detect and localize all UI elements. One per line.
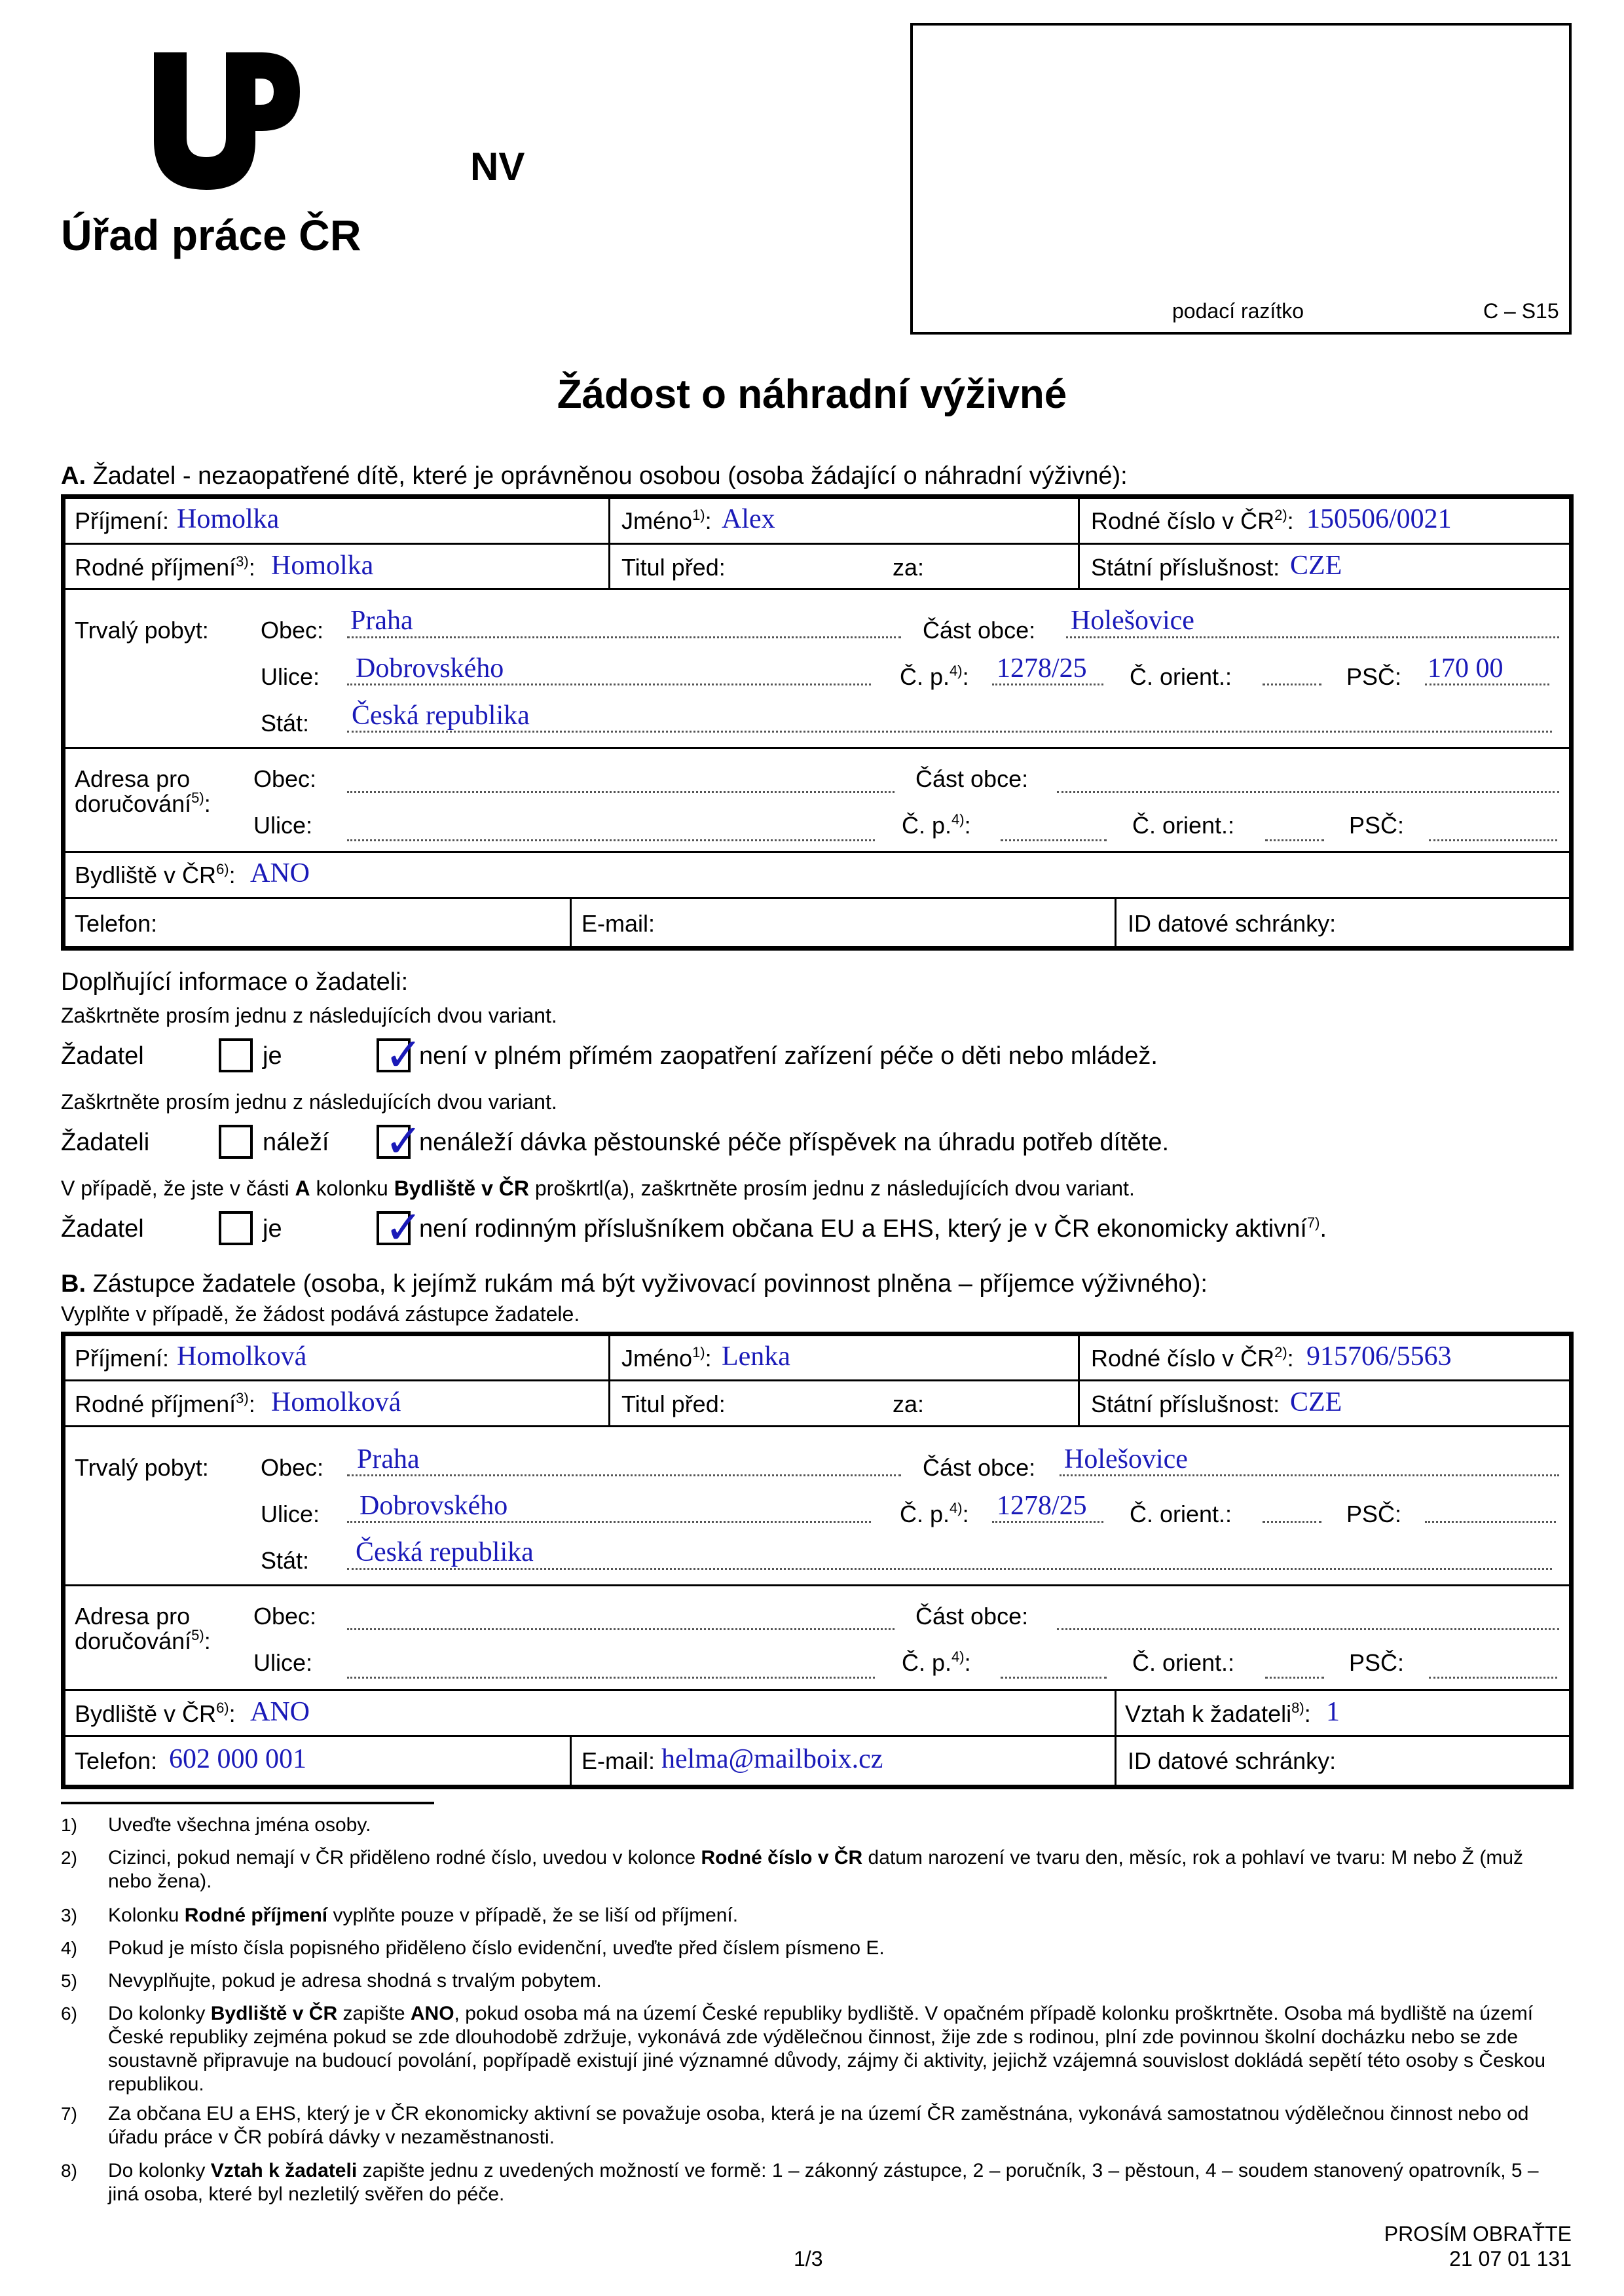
a-state-label: Stát: (261, 710, 310, 737)
a-residencecr-label: Bydliště v ČR$^{6)}$: (75, 861, 236, 888)
b-del-orientno-label: Č. orient.: (1132, 1649, 1235, 1676)
b-surname-value[interactable]: Homolková (177, 1341, 307, 1372)
a-birthnumber-label: Rodné číslo v ČR$^{2)}$: (1091, 507, 1294, 534)
q1-opt2-label: není v plném přímém zaopatření zařízení péče o děti nebo mládež. (419, 1042, 1158, 1070)
a-del-houseno-field[interactable] (1001, 839, 1107, 841)
b-phone-label: Telefon: (75, 1747, 158, 1774)
b-birthsurname-value[interactable]: Homolková (271, 1387, 401, 1417)
b-residence-label: Trvalý pobyt: (75, 1454, 209, 1481)
q2-subject: Žadateli (61, 1129, 150, 1156)
b-delivery-label-1: Adresa pro (75, 1603, 191, 1630)
a-nationality-value[interactable]: CZE (1290, 551, 1342, 581)
b-state-label: Stát: (261, 1547, 310, 1574)
footnote-text: Do kolonky Bydliště v ČR zapište ANO, pokud osoba má na území České republiky bydliště. V opačném případě kolonku proškrtněte. Osoba má bydliště na území České republiky zejména pokud se zde dlouhodobě zdržuje, vykonává zde výdělečnou činnost, žije zde s rodinou, plní zde povinnou školní docházku nebo se zde soustavně připravuje na budoucí povolání, popřípadě existují jiné významné důvody, zájmy či aktivity, jejichž vzájemná souvislost dokládá sepětí této osoby s Českou republikou. (108, 2003, 1546, 2095)
a-delivery-label-1: Adresa pro (75, 765, 191, 792)
b-relation-label: Vztah k žadateli$^{8)}$: (1125, 1700, 1311, 1727)
b-titleafter-label: za: (893, 1391, 925, 1417)
b-databox-label: ID datové schránky: (1128, 1747, 1337, 1774)
footnote-number: 3) (61, 1905, 77, 1925)
b-del-district-field[interactable] (1057, 1628, 1559, 1630)
a-houseno-label: Č. p.$^{4)}$: (900, 663, 969, 690)
q3-opt1-label: je (263, 1215, 282, 1243)
urad-prace-logo (151, 49, 301, 200)
a-del-orientno-label: Č. orient.: (1132, 812, 1235, 839)
a-del-street-label: Ulice: (253, 812, 313, 839)
b-delivery-label-2: doručování$^{5)}$: (75, 1627, 211, 1654)
a-district-value[interactable]: Holešovice (1071, 606, 1194, 636)
b-del-municipality-field[interactable] (347, 1628, 895, 1630)
a-street-label: Ulice: (261, 663, 320, 690)
section-b-heading: B. Zástupce žadatele (osoba, k jejímž rukám má být vyživovací povinnost plněna – příjemce výživného): (61, 1270, 1208, 1298)
b-municipality-label: Obec: (261, 1454, 324, 1481)
a-titleafter-label: za: (893, 554, 925, 581)
b-district-value[interactable]: Holešovice (1064, 1444, 1188, 1474)
a-del-municipality-label: Obec: (253, 765, 317, 792)
b-state-value[interactable]: Česká republika (356, 1537, 534, 1567)
a-titlebefore-label: Titul před: (621, 554, 726, 581)
footnote-number: 5) (61, 1971, 77, 1991)
q2-checkbox-entitled[interactable] (219, 1125, 253, 1159)
b-orientno-label: Č. orient.: (1130, 1501, 1232, 1527)
a-postcode-value[interactable]: 170 00 (1428, 653, 1504, 683)
a-street-value[interactable]: Dobrovského (356, 653, 504, 683)
q1-checkbox-is[interactable] (219, 1038, 253, 1072)
b-street-value[interactable]: Dobrovského (360, 1491, 508, 1521)
a-del-postcode-field[interactable] (1429, 839, 1557, 841)
b-del-street-field[interactable] (347, 1677, 875, 1679)
q2-opt1-label: náleží (263, 1129, 329, 1156)
page-title: Žádost o náhradní výživné (557, 372, 1067, 417)
a-del-houseno-label: Č. p.$^{4)}$: (902, 811, 971, 839)
footnote-number: 4) (61, 1938, 77, 1958)
b-del-street-label: Ulice: (253, 1649, 313, 1676)
b-nationality-value[interactable]: CZE (1290, 1387, 1342, 1417)
a-del-postcode-label: PSČ: (1349, 812, 1405, 839)
b-email-value[interactable]: helma@mailboix.cz (661, 1744, 883, 1774)
b-phone-value[interactable]: 602 000 001 (169, 1744, 306, 1774)
b-del-houseno-field[interactable] (1001, 1677, 1107, 1679)
b-municipality-value[interactable]: Praha (357, 1444, 420, 1474)
b-relation-value[interactable]: 1 (1326, 1697, 1340, 1727)
a-surname-label: Příjmení: (75, 507, 170, 534)
a-surname-value[interactable]: Homolka (177, 504, 280, 534)
a-nationality-label: Státní příslušnost: (1091, 554, 1280, 581)
a-postcode-label: PSČ: (1346, 663, 1402, 690)
a-del-street-field[interactable] (347, 839, 875, 841)
stamp-box (910, 23, 1572, 335)
b-birthnumber-label: Rodné číslo v ČR$^{2)}$: (1091, 1344, 1294, 1372)
b-postcode-field[interactable] (1425, 1521, 1556, 1523)
check-icon: ✓ (384, 1114, 423, 1168)
q2-opt2-label: nenáleží dávka pěstounské péče příspěvek na úhradu potřeb dítěte. (419, 1129, 1170, 1156)
a-birthsurname-value[interactable]: Homolka (271, 551, 374, 581)
a-email-label: E-mail: (581, 910, 655, 937)
b-titlebefore-label: Titul před: (621, 1391, 726, 1417)
stamp-code: C – S15 (1483, 299, 1559, 323)
b-street-label: Ulice: (261, 1501, 320, 1527)
stamp-label: podací razítko (1172, 299, 1304, 323)
a-databox-label: ID datové schránky: (1128, 910, 1337, 937)
q3-instruction: V případě, že jste v části A kolonku Bydliště v ČR proškrtl(a), zaškrtněte prosím jednu z následujících dvou variant. (61, 1176, 1135, 1200)
a-orientno-label: Č. orient.: (1130, 663, 1232, 690)
q1-subject: Žadatel (61, 1042, 144, 1070)
a-district-label: Část obce: (923, 617, 1036, 644)
a-birthsurname-label: Rodné příjmení$^{3)}$: (75, 553, 255, 581)
a-phone-label: Telefon: (75, 910, 158, 937)
a-del-municipality-field[interactable] (347, 791, 895, 793)
a-residence-label: Trvalý pobyt: (75, 617, 209, 644)
b-houseno-value[interactable]: 1278/25 (997, 1491, 1087, 1521)
footnote-text: Uveďte všechna jména osoby. (108, 1814, 371, 1836)
footnote-text: Pokud je místo čísla popisného přiděleno číslo evidenční, uveďte před číslem písmeno E. (108, 1937, 885, 1959)
b-firstname-value[interactable]: Lenka (722, 1341, 790, 1372)
footnote-text: Nevyplňujte, pokud je adresa shodná s trvalým pobytem. (108, 1970, 602, 1992)
page-number: 1/3 (794, 2247, 823, 2270)
b-surname-label: Příjmení: (75, 1345, 170, 1372)
b-firstname-label: Jméno$^{1)}$: (621, 1344, 712, 1372)
a-houseno-value[interactable]: 1278/25 (997, 653, 1087, 683)
b-del-houseno-label: Č. p.$^{4)}$: (902, 1649, 971, 1676)
q1-checkbox-isnot[interactable] (377, 1028, 423, 1082)
q3-opt2-label: není rodinným příslušníkem občana EU a EHS, který je v ČR ekonomicky aktivní$^{7)}$. (419, 1214, 1327, 1243)
footnote-divider (61, 1802, 434, 1804)
a-del-district-field[interactable] (1057, 791, 1559, 793)
office-name: Úřad práce ČR (61, 211, 361, 259)
b-del-postcode-field[interactable] (1429, 1677, 1557, 1679)
a-firstname-label: Jméno$^{1)}$: (621, 507, 712, 534)
a-del-orientno-field[interactable] (1265, 839, 1324, 841)
q2-checkbox-notentitled[interactable] (377, 1114, 423, 1168)
additional-heading: Doplňující informace o žadateli: (61, 968, 409, 996)
footnote-number: 2) (61, 1848, 77, 1868)
turn-over-note: PROSÍM OBRAŤTE (1384, 2222, 1572, 2246)
footnote-number: 6) (61, 2003, 77, 2024)
check-icon: ✓ (384, 1028, 423, 1082)
footnote-text: Za občana EU a EHS, který je v ČR ekonomicky aktivní se považuje osoba, která je na území ČR zaměstnána, vykonává samostatnou výdělečnou činnost nebo od úřadu práce v ČR pobírá dávky v nezaměstnanosti. (108, 2103, 1529, 2148)
section-b-subheading: Vyplňte v případě, že žádost podává zástupce žadatele. (61, 1302, 580, 1326)
b-birthsurname-label: Rodné příjmení$^{3)}$: (75, 1390, 255, 1417)
footnote-text: Do kolonky Vztah k žadateli zapište jednu z uvedených možností ve formě: 1 – zákonný zástupce, 2 – poručník, 3 – pěstoun, 4 – soudem stanovený opatrovník, 5 – jiná osoba, které byl nezletilý svěřen do péče. (108, 2160, 1539, 2205)
b-email-label: E-mail: (581, 1747, 655, 1774)
a-municipality-label: Obec: (261, 617, 324, 644)
a-delivery-label-2: doručování$^{5)}$: (75, 790, 211, 817)
footnote-text: Kolonku Rodné příjmení vyplňte pouze v případě, že se liší od příjmení. (108, 1904, 739, 1926)
form-code: NV (470, 145, 525, 189)
b-postcode-label: PSČ: (1346, 1501, 1402, 1527)
b-del-district-label: Část obce: (915, 1603, 1029, 1630)
a-municipality-value[interactable]: Praha (350, 606, 413, 636)
b-del-municipality-label: Obec: (253, 1603, 317, 1630)
a-state-value[interactable]: Česká republika (352, 701, 530, 731)
b-del-orientno-field[interactable] (1265, 1677, 1324, 1679)
q3-checkbox-isnot[interactable] (377, 1201, 423, 1254)
footnote-number: 8) (61, 2160, 77, 2181)
a-residencecr-value[interactable]: ANO (250, 858, 310, 888)
q1-opt1-label: je (263, 1042, 282, 1070)
b-residencecr-label: Bydliště v ČR$^{6)}$: (75, 1700, 236, 1727)
q1-instruction: Zaškrtněte prosím jednu z následujících dvou variant. (61, 1004, 557, 1027)
b-nationality-label: Státní příslušnost: (1091, 1391, 1280, 1417)
section-a-heading: A. Žadatel - nezaopatřené dítě, které je oprávněnou osobou (osoba žádající o náhradní výživné): (61, 462, 1128, 490)
document-code: 21 07 01 131 (1449, 2247, 1572, 2270)
a-del-district-label: Část obce: (915, 765, 1029, 792)
footnote-text: Cizinci, pokud nemají v ČR přiděleno rodné číslo, uvedou v kolonce Rodné číslo v ČR datum narození ve tvaru den, měsíc, rok a pohlaví ve tvaru: M nebo Ž (muž nebo žena). (108, 1847, 1523, 1892)
q2-instruction: Zaškrtněte prosím jednu z následujících dvou variant. (61, 1090, 557, 1114)
b-residencecr-value[interactable]: ANO (250, 1697, 310, 1727)
b-del-postcode-label: PSČ: (1349, 1649, 1405, 1676)
b-birthnumber-value[interactable]: 915706/5563 (1306, 1341, 1452, 1372)
q3-subject: Žadatel (61, 1215, 144, 1243)
b-orientno-field[interactable] (1263, 1521, 1321, 1523)
b-houseno-label: Č. p.$^{4)}$: (900, 1500, 969, 1527)
a-birthnumber-value[interactable]: 150506/0021 (1306, 504, 1452, 534)
a-firstname-value[interactable]: Alex (722, 504, 775, 534)
check-icon: ✓ (384, 1201, 423, 1254)
q3-checkbox-is[interactable] (219, 1211, 253, 1245)
footnote-number: 7) (61, 2104, 77, 2124)
b-district-label: Část obce: (923, 1454, 1036, 1481)
footnote-number: 1) (61, 1815, 77, 1835)
